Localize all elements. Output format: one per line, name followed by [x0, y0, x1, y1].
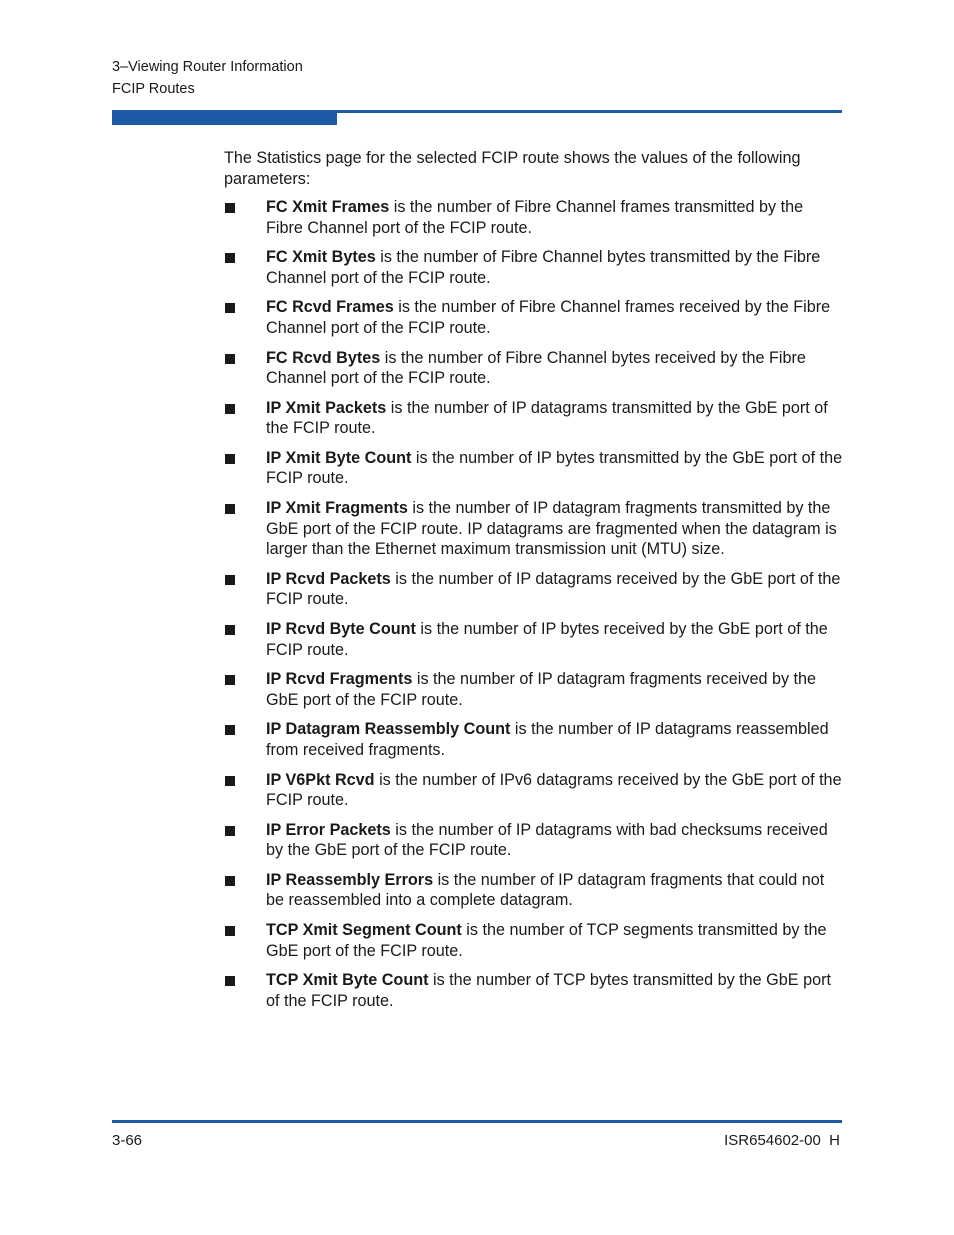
parameter-term: TCP Xmit Byte Count: [266, 971, 429, 990]
parameter-description: is the number of IP datagram fragments received by the GbE port of the FCIP route.: [266, 670, 817, 709]
list-item: [224, 920, 844, 961]
footer-rule: [112, 1120, 842, 1123]
parameter-term: IP Error Packets: [266, 820, 391, 839]
parameter-description: is the number of IP datagram fragments transmitted by the GbE port of the FCIP route. IP datagrams are fragmented when the datagram is larger than the Ethernet maximum transmission unit (MTU) size.: [266, 499, 837, 559]
square-bullet-icon: [225, 575, 235, 585]
list-item: [224, 348, 844, 389]
parameter-term: IP Rcvd Fragments: [266, 670, 413, 689]
square-bullet-icon: [225, 454, 235, 464]
list-item: [224, 398, 844, 439]
parameter-term: TCP Xmit Segment Count: [266, 921, 462, 940]
square-bullet-icon: [225, 725, 235, 735]
square-bullet-icon: [225, 826, 235, 836]
parameter-term: IP Xmit Byte Count: [266, 448, 412, 467]
parameter-term: IP Datagram Reassembly Count: [266, 720, 511, 739]
list-item: [224, 619, 844, 660]
parameter-term: IP Xmit Packets: [266, 398, 387, 417]
parameter-term: IP Rcvd Packets: [266, 569, 391, 588]
parameter-description: is the number of Fibre Channel frames received by the Fibre Channel port of the FCIP route.: [266, 298, 831, 337]
list-item: [224, 498, 844, 560]
parameter-description: is the number of TCP segments transmitted by the GbE port of the FCIP route.: [266, 921, 827, 960]
square-bullet-icon: [225, 675, 235, 685]
parameter-description: is the number of IP datagrams reassembled from received fragments.: [266, 720, 829, 759]
parameter-description: is the number of IP bytes received by the GbE port of the FCIP route.: [266, 620, 828, 659]
intro-paragraph: The Statistics page for the selected FCIP route shows the values of the following parameters:: [224, 149, 801, 188]
parameter-description: is the number of IP datagrams transmitted by the GbE port of the FCIP route.: [266, 398, 828, 438]
header-rule-accent: [112, 110, 337, 125]
square-bullet-icon: [225, 504, 235, 514]
square-bullet-icon: [225, 303, 235, 313]
parameter-term: FC Xmit Frames: [266, 198, 390, 216]
parameter-term: FC Rcvd Bytes: [266, 348, 381, 367]
square-bullet-icon: [225, 625, 235, 635]
square-bullet-icon: [225, 404, 235, 414]
parameter-term: FC Xmit Bytes: [266, 248, 376, 267]
list-item: [224, 197, 844, 238]
parameter-term: IP Reassembly Errors: [266, 870, 434, 889]
list-item: [224, 297, 844, 338]
parameter-description: is the number of IP datagrams with bad checksums received by the GbE port of the FCIP route.: [266, 820, 828, 860]
running-header-section: FCIP Routes: [112, 81, 195, 97]
parameter-description: is the number of IP bytes transmitted by the GbE port of the FCIP route.: [266, 448, 843, 488]
list-item: [224, 970, 844, 1011]
running-header-chapter: 3–Viewing Router Information: [112, 59, 303, 75]
list-item: [224, 569, 844, 610]
parameter-term: IP Xmit Fragments: [266, 499, 408, 518]
parameter-term: IP Rcvd Byte Count: [266, 620, 416, 638]
parameter-description: is the number of Fibre Channel bytes received by the Fibre Channel port of the FCIP route.: [266, 348, 806, 388]
parameter-term: FC Rcvd Frames: [266, 298, 394, 317]
list-item: [224, 448, 844, 489]
list-item: [224, 247, 844, 288]
parameter-list: [224, 197, 844, 1011]
list-item: [224, 870, 844, 911]
list-item: [224, 770, 844, 811]
square-bullet-icon: [225, 876, 235, 886]
list-item: [224, 719, 844, 760]
square-bullet-icon: [225, 253, 235, 263]
parameter-description: is the number of TCP bytes transmitted by the GbE port of the FCIP route.: [266, 971, 831, 1010]
square-bullet-icon: [225, 976, 235, 986]
parameter-description: is the number of Fibre Channel frames transmitted by the Fibre Channel port of the FCIP route.: [266, 198, 804, 237]
square-bullet-icon: [225, 776, 235, 786]
list-item: [224, 669, 844, 710]
parameter-description: is the number of IPv6 datagrams received by the GbE port of the FCIP route.: [266, 770, 842, 810]
list-item: [224, 820, 844, 861]
document-id: ISR654602-00 H: [724, 1132, 840, 1149]
parameter-description: is the number of IP datagrams received by the GbE port of the FCIP route.: [266, 569, 841, 609]
parameter-term: IP V6Pkt Rcvd: [266, 770, 375, 789]
square-bullet-icon: [225, 203, 235, 213]
square-bullet-icon: [225, 926, 235, 936]
parameter-description: is the number of IP datagram fragments that could not be reassembled into a complete datagram.: [266, 870, 825, 910]
page-number: 3-66: [112, 1132, 143, 1149]
parameter-description: is the number of Fibre Channel bytes transmitted by the Fibre Channel port of the FCIP route.: [266, 248, 821, 287]
main-content: [224, 148, 844, 1021]
square-bullet-icon: [225, 354, 235, 364]
